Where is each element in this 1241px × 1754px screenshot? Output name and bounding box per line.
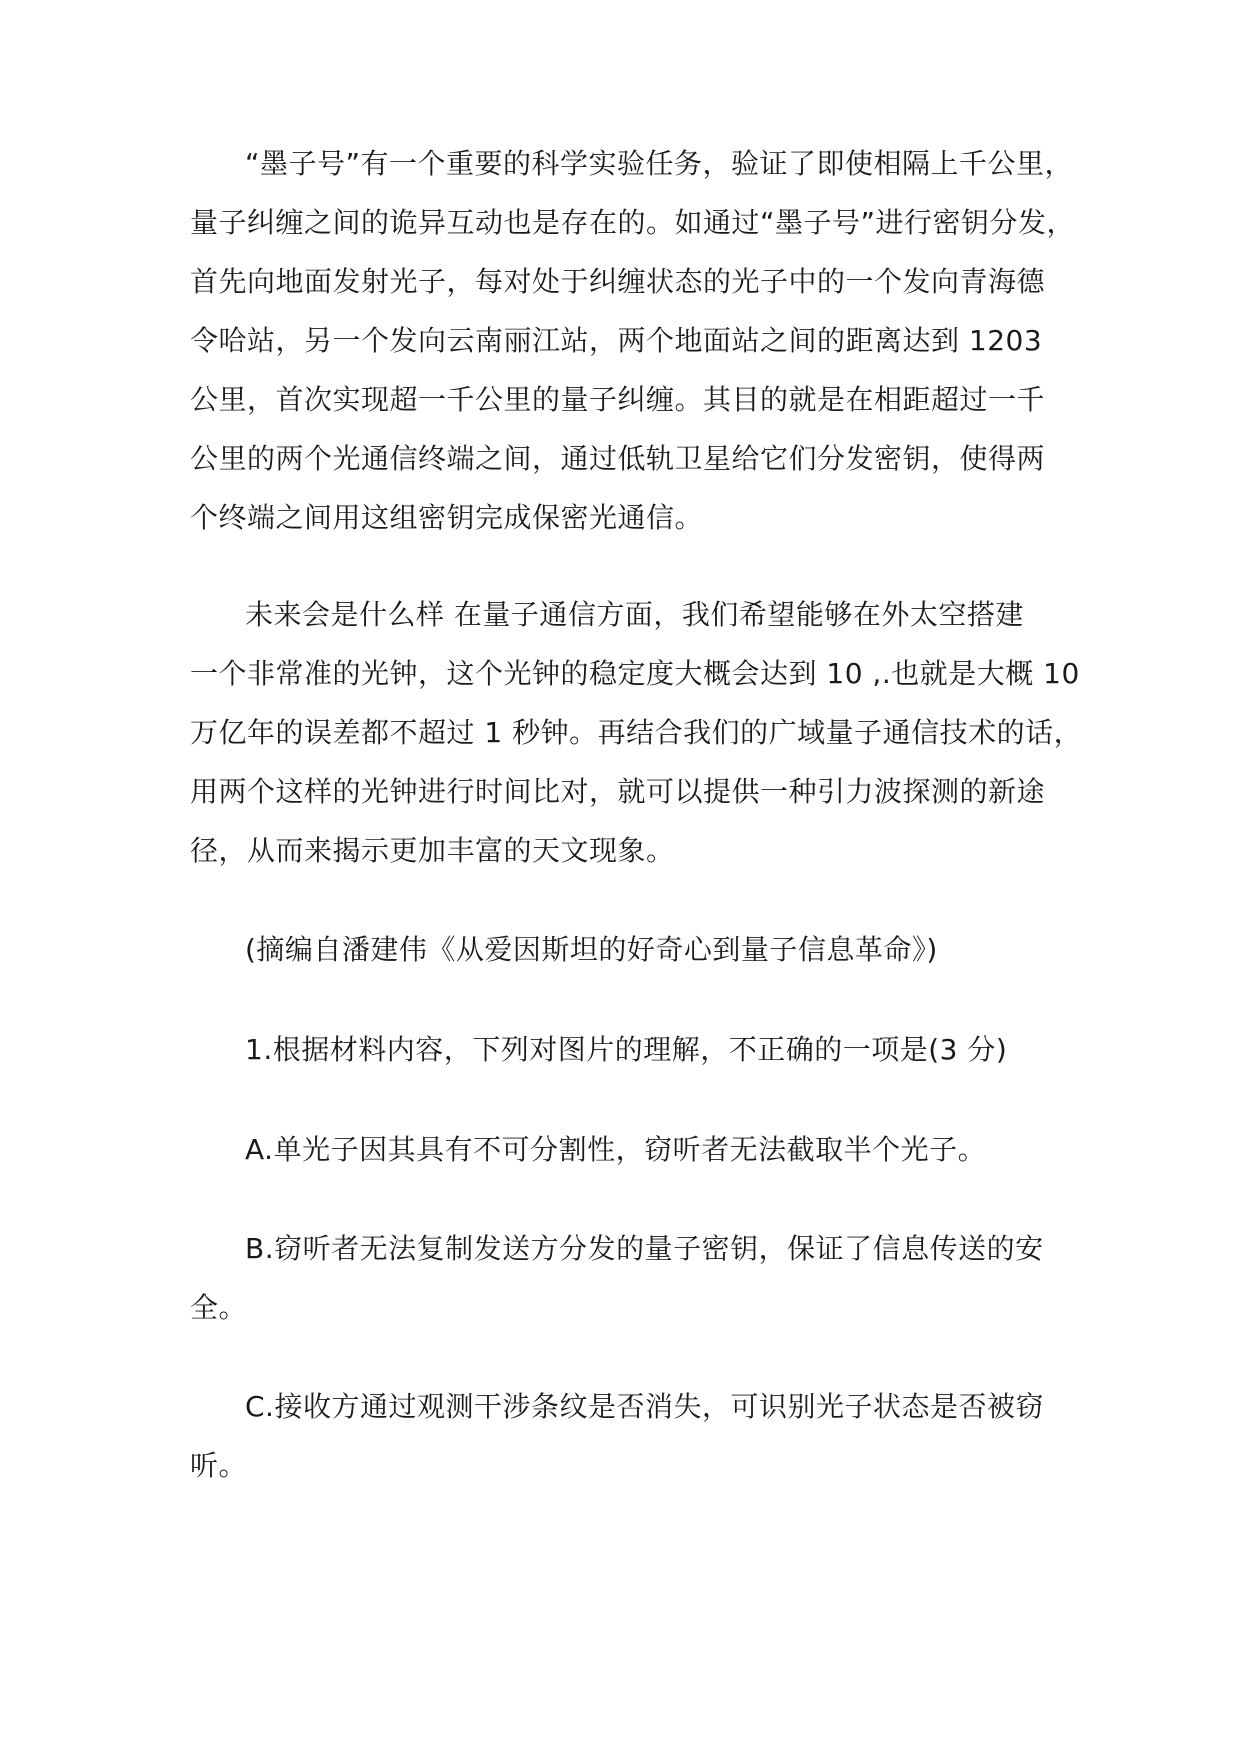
option-a: A.单光子因其具有不可分割性，窃听者无法截取半个光子。 (245, 1133, 987, 1166)
text-line: B.窃听者无法复制发送方分发的量子密钥，保证了信息传送的安 (245, 1232, 1044, 1265)
question-stem: 1.根据材料内容，下列对图片的理解，不正确的一项是(3 分) (245, 1033, 1008, 1066)
text-line: 个终端之间用这组密钥完成保密光通信。 (190, 501, 704, 534)
text-line: 全。 (190, 1291, 248, 1324)
text-line: 公里，首次实现超一千公里的量子纠缠。其目的就是在相距超过一千 (190, 383, 1046, 416)
text-line: 未来会是什么样 在量子通信方面，我们希望能够在外太空搭建 (245, 598, 1024, 631)
text-line: 量子纠缠之间的诡异互动也是存在的。如通过“墨子号”进行密钥分发， (190, 206, 1076, 239)
text-line: 听。 (190, 1449, 248, 1482)
text-line: 令哈站，另一个发向云南丽江站，两个地面站之间的距离达到 1203 (190, 324, 1043, 357)
text-line: “墨子号”有一个重要的科学实验任务，验证了即使相隔上千公里， (245, 147, 1074, 180)
text-line: 公里的两个光通信终端之间，通过低轨卫星给它们分发密钥，使得两 (190, 442, 1046, 475)
text-line: 用两个这样的光钟进行时间比对，就可以提供一种引力波探测的新途 (190, 775, 1046, 808)
text-line: 一个非常准的光钟，这个光钟的稳定度大概会达到 10 ,.也就是大概 10 (190, 657, 1080, 690)
text-line: 径，从而来揭示更加丰富的天文现象。 (190, 834, 675, 867)
source-citation: (摘编自潘建伟《从爱因斯坦的好奇心到量子信息革命》) (245, 933, 938, 966)
text-line: 万亿年的误差都不超过 1 秒钟。再结合我们的广域量子通信技术的话， (190, 716, 1083, 749)
text-line: C.接收方通过观测干涉条纹是否消失，可识别光子状态是否被窃 (245, 1390, 1044, 1423)
text-line: 首先向地面发射光子，每对处于纠缠状态的光子中的一个发向青海德 (190, 265, 1046, 298)
